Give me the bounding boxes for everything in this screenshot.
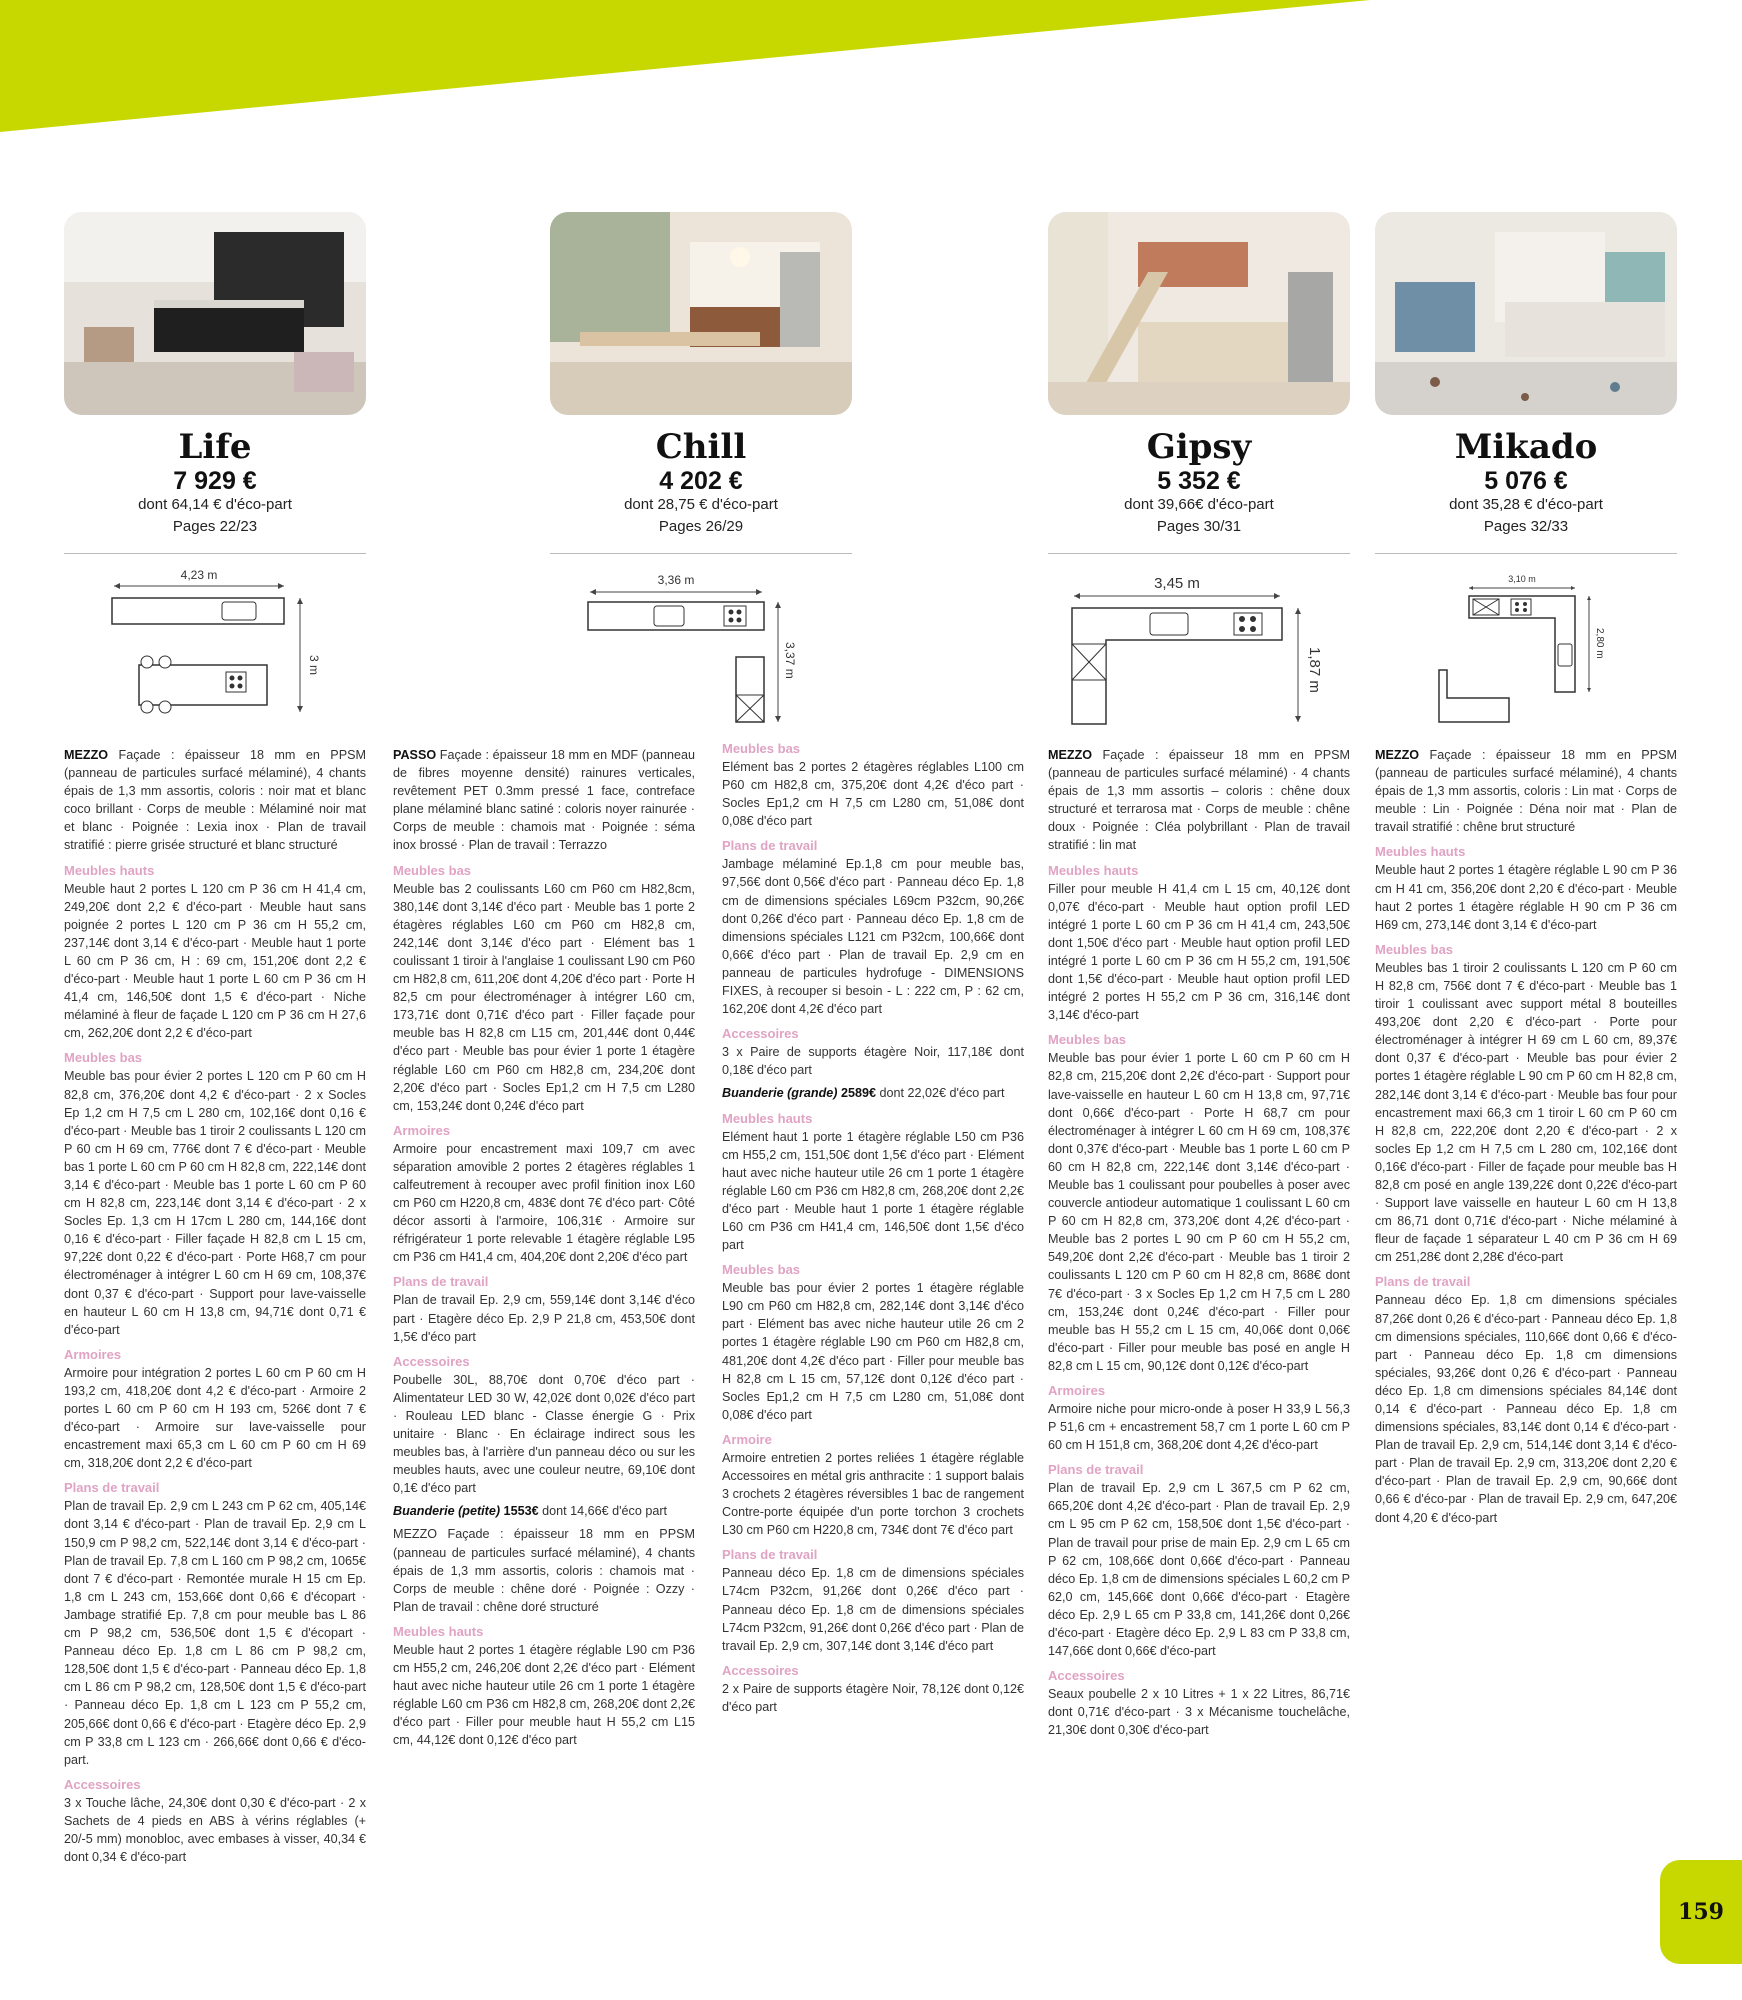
section-text: Elément haut 1 porte 1 étagère réglable L50 cm P36 cm H55,2 cm, 151,50€ dont 1,5€ d'éco part · Elément haut avec niche hauteur utile 26 cm 1 porte 1 étagère réglable L60 cm P36 cm H82,8 cm, 268,20€ dont 2,2€ d'éco part · Meuble haut 1 porte 1 étagère réglable L60 cm P36 cm H41,4 cm, 146,50€ dont 1,5€ d'éco part [722,1129,1024,1253]
intro-paragraph: MEZZO Façade : épaisseur 18 mm en PPSM (panneau de particules surfacé mélaminé), 4 chants épais de 1,3 mm assortis, coloris : chamois mat · Corps de meuble : chêne doré · Poignée : Ozzy · Plan de travail : chêne doré structuré [393,1527,695,1614]
kitchen-photo-mikado [1375,212,1677,415]
kitchen-price: 4 202 € [659,467,743,495]
section-text: Panneau déco Ep. 1,8 cm de dimensions spéciales L74cm P32cm, 91,26€ dont 0,26€ d'éco part · Panneau déco Ep. 1,8 cm de dimensions spéciales L74cm P32cm, 91,26€ dont 0,26€ d'éco part · Plan de travail Ep. 2,9 cm, 307,14€ dont 3,14€ d'éco part [722,1566,1024,1653]
section-heading: Plans de travail [1375,1274,1471,1290]
section-heading: Armoires [1048,1383,1106,1398]
kitchen-photo-chill [550,212,852,415]
section-text: Armoire entretien 2 portes reliées 1 étagère réglable Accessoires en métal gris anthracite : 1 support balais 3 crochets 2 étagères réversibles 1 bac de rangement Contre-porte équipée d'un porte torchon 3 crochets L30 cm P60 cm H220,8 cm, 734€ dont 7€ d'éco part [722,1450,1024,1538]
section-heading: Plans de travail [722,838,818,854]
section-heading: Armoires [393,1122,451,1138]
section-heading: Accessoires [722,1026,799,1042]
section-text: Seaux poubelle 2 x 10 Litres + 1 x 22 Litres, 86,71€ dont 0,71€ d'éco-part · 3 x Mécanisme touchelâche, 21,30€ dont 0,30€ d'éco-part [1048,1687,1350,1738]
kitchen-photo-gipsy [1048,212,1350,415]
section-text: 3 x Paire de supports étagère Noir, 117,18€ dont 0,18€ d'éco part [722,1045,1024,1078]
plan-depth-label: 3,37 m [783,642,797,679]
page-number: 159 [1660,1860,1742,1964]
floor-plan-life [64,562,366,752]
spec-column-gipsy [1048,746,1350,1745]
section-heading: Accessoires [64,1776,141,1792]
section-text: Meuble haut 2 portes 1 étagère réglable L 90 cm P 36 cm H 41 cm, 356,20€ dont 2,20 € d'éco-part · Meuble haut 2 portes 1 étagère réglable H 90 cm P 36 cm H69 cm, 273,14€ dont 3,14 € d'éco-part [1375,863,1677,932]
section-text: Meuble haut 2 portes 1 étagère réglable L90 cm P36 cm H55,2 cm, 246,20€ dont 2,2€ d'éco part · Elément haut avec niche hauteur utile 26 cm 1 porte 1 étagère réglable L60 cm P36 cm H82,8 cm, 268,20€ dont 2,2€ d'éco part · Filler pour meuble haut H 55,2 cm L15 cm, 44,12€ dont 0,12€ d'éco part [393,1642,695,1748]
section-text: Armoire pour encastrement maxi 109,7 cm avec séparation amovible 2 portes 2 étagères réglables 1 calfeutrement à recouper avec profil finition inox L60 cm P60 cm H220,8 cm, 483€ dont 7€ d'éco part· Côté décor assorti à l'armoire, 106,31€ · Armoire sur réfrigérateur 1 porte relevable 1 étagère réglable L95 cm P36 cm H41,4 cm, 404,20€ dont 2,20€ d'éco part [393,1141,695,1265]
section-heading: Meubles bas [722,1262,801,1278]
eco-part: dont 39,66€ d'éco-part [1124,496,1274,513]
section-text: Meuble bas 2 coulissants L60 cm P60 cm H82,8cm, 380,14€ dont 3,14€ d'éco part · Meuble bas 1 porte 2 étagères réglables L60 cm P60 cm H82,8 cm, 242,14€ dont 3,14€ d'éco part · Elément bas 1 coulissant 1 tiroir à l'anglaise 1 coulissant L90 cm P60 cm H82,8 cm, 611,20€ dont 4,20€ d'éco part · Porte H 82,5 cm pour électroménager à intégrer L60 cm, 173,71€ dont 0,71€ d'éco part · Filler façade pour meuble bas H 82,8 cm L15 cm, 201,44€ dont 0,44€ d'éco part · Meuble bas pour évier 1 porte 1 étagère réglable L60 cm P60 cm H82,8 cm, 234,20€ dont 2,20€ d'éco part · Socles Ep1,2 cm H 7,5 cm L280 cm, 153,24€ dont 0,24€ d'éco part [393,881,695,1113]
kitchen-price: 5 076 € [1484,467,1568,495]
section-text: Poubelle 30L, 88,70€ dont 0,70€ d'éco part · Alimentateur LED 30 W, 42,02€ dont 0,02€ d'éco part · Rouleau LED blanc - Classe énergie G · Prix unitaire · Blanc · En éclairage indirect sous les meubles bas, à l'arrière d'un panneau déco ou sur les meubles hauts, avec une couleur neutre, 69,10€ dont 0,1€ d'éco part [393,1372,695,1496]
subsection-title: Buanderie (grande) 2589€ dont 22,02€ d'éco part [722,1086,1005,1101]
catalog-pages: Pages 32/33 [1483,518,1569,535]
plan-width-label: 4,23 m [180,568,218,582]
kitchen-photo-life [64,212,366,415]
kitchen-name: Mikado [1454,427,1598,467]
kitchen-card-chill[interactable] [550,212,852,757]
floor-plan-gipsy [1048,562,1350,752]
section-heading: Meubles bas [1048,1032,1127,1048]
plan-depth-label: 2,80 m [1594,628,1605,659]
spec-column-chill-continued [722,740,1024,1721]
section-heading: Accessoires [393,1353,470,1369]
section-text: 3 x Touche lâche, 24,30€ dont 0,30 € d'éco-part · 2 x Sachets de 4 pieds en ABS à vérins réglables (+ 20/-5 mm) monobloc, avec embases à visser, 40,34 € dont 0,34 € d'éco-part [64,1795,366,1865]
plan-width-label: 3,10 m [1508,574,1536,584]
section-heading: Accessoires [1048,1668,1125,1684]
section-text: Meuble bas pour évier 2 portes 1 étagère réglable L90 cm P60 cm H82,8 cm, 282,14€ dont 3,14€ d'éco part · Elément bas avec niche hauteur utile 26 cm 2 portes 1 étagère réglable L90 cm P60 cm H82,8 cm, 481,20€ dont 4,2€ d'éco part · Filler pour meuble bas H 82,8 cm L 15 cm, 57,12€ dont 0,12€ d'éco part · Socles Ep1,2 cm H 7,5 cm L280 cm, 51,08€ dont 0,08€ d'éco part [722,1281,1024,1422]
section-heading: Armoire [722,1431,772,1447]
section-text: Armoire niche pour micro-onde à poser H 33,9 L 56,3 P 51,6 cm + encastrement 58,7 cm 1 porte L 60 cm P 60 cm H 151,8 cm, 368,20€ dont 4,2€ d'éco-part [1048,1402,1350,1453]
kitchen-card-mikado[interactable] [1375,212,1677,757]
section-heading: Accessoires [722,1662,799,1678]
section-heading: Meubles hauts [393,1623,484,1639]
floor-plan-chill [550,562,852,752]
section-heading: Plans de travail [722,1547,818,1563]
floor-plan-mikado [1375,562,1677,752]
section-heading: Armoires [64,1346,122,1362]
subsection-title: Buanderie (petite) 1553€ dont 14,66€ d'éco part [393,1504,668,1519]
divider [64,553,366,554]
kitchen-name: Life [178,427,252,467]
divider [1375,553,1677,554]
section-heading: Meubles bas [1375,941,1454,957]
section-heading: Meubles hauts [722,1110,813,1126]
eco-part: dont 35,28 € d'éco-part [1449,496,1603,513]
top-accent-banner [0,0,1742,140]
section-text: Armoire pour intégration 2 portes L 60 cm P 60 cm H 193,2 cm, 418,20€ dont 4,2 € d'éco-part · Armoire 2 portes L 60 cm P 60 cm H 193 cm, 526€ dont 7 € d'éco-part · Armoire sur lave-vaisselle pour encastrement maxi 65,3 cm L 60 cm P 60 cm H 69 cm, 318,20€ dont 2,2 € d'éco-part [64,1365,366,1471]
divider [1048,553,1350,554]
section-heading: Meubles hauts [1375,844,1466,860]
kitchen-name: Gipsy [1146,427,1252,467]
section-text: Plan de travail Ep. 2,9 cm, 559,14€ dont 3,14€ d'éco part · Etagère déco Ep. 2,9 P 21,8 cm, 453,50€ dont 1,5€ d'éco part [393,1293,695,1344]
spec-column-chill [393,746,695,1755]
catalog-pages: Pages 22/23 [172,518,258,535]
kitchen-price: 5 352 € [1157,467,1241,495]
section-text: Meuble haut 2 portes L 120 cm P 36 cm H 41,4 cm, 249,20€ dont 2,2 € d'éco-part · Meuble haut sans poignée 2 portes L 120 cm P 36 cm H 55,2 cm, 237,14€ dont 3,14 € d'éco-part · Meuble haut 1 porte L 60 cm P 36 cm, H : 69 cm, 151,20€ dont 2,2 € d'éco-part · Meuble haut 1 porte L 60 cm P 36 cm H 41,4 cm, 146,50€ dont 1,5 € d'éco-part · Niche mélaminé à fleur de façade L 120 cm P 36 cm H 27,6 cm, 262,20€ dont 2,2 € d'éco-part [64,881,366,1041]
section-heading: Meubles bas [64,1050,143,1066]
section-text: Filler pour meuble H 41,4 cm L 15 cm, 40,12€ dont 0,07€ d'éco-part · Meuble haut option profil LED intégré 1 porte L 60 cm P 36 cm H 41,4 cm, 243,50€ dont 1,50€ d'éco part · Meuble haut option profil LED intégré 1 porte L 60 cm P 36 cm H 55,2 cm, 191,50€ dont 1,5€ d'éco-part · Meuble haut option profil LED intégré 2 portes H 55,2 cm P 36 cm, 316,14€ dont 3,14€ d'éco-part [1048,881,1350,1023]
section-text: Meuble bas pour évier 1 porte L 60 cm P 60 cm H 82,8 cm, 215,20€ dont 2,2€ d'éco-part · Support pour lave-vaisselle en hauteur L 60 cm H 13,8 cm, 97,71€ dont 0,66€ d'éco-part · Porte H 68,7 cm pour électroménager à intégrer L 60 cm H 69 cm, 108,37€ dont 0,37€ d'éco-part · Meuble bas 1 porte L 60 cm P 60 cm H 82,8 cm, 222,14€ dont 3,14€ d'éco-part · Meuble bas 1 coulissant pour poubelles à poser avec couvercle antiodeur automatique 1 coulissant L 60 cm P 60 cm H 82,8 cm, 373,20€ dont 4,2€ d'éco-part · Meuble bas 2 portes L 90 cm P 60 cm H 55,2 cm, 549,20€ dont 2,2€ d'éco-part · Meuble bas 1 tiroir 2 coulissants L 120 cm P 60 cm H 82,8 cm, 868€ dont 7€ d'éco-part · 3 x Socles Ep 1,2 cm H 7,5 cm L 280 cm, 153,24€ dont 0,24€ d'éco-part · Filler pour meuble bas H 55,2 cm L 15 cm, 40,06€ dont 0,06€ d'éco-part · Filler pour meuble bas posé en angle H 82,8 cm L 15 cm, 90,12€ dont 0,12€ d'éco-part [1048,1051,1350,1373]
divider [550,553,852,554]
catalog-pages: Pages 30/31 [1156,518,1242,535]
kitchen-price: 7 929 € [173,467,257,495]
section-text: Plan de travail Ep. 2,9 cm L 367,5 cm P 62 cm, 665,20€ dont 4,2€ d'éco-part · Plan de travail Ep. 2,9 cm L 95 cm P 62 cm, 158,50€ dont 1,5€ d'éco-part · Plan de travail pour prise de main Ep. 2,9 cm L 65 cm P 62 cm, 108,66€ dont 0,66€ d'éco-part · Panneau déco Ep. 1,8 cm de dimensions spéciales L 60,2 cm P 62,0 cm, 145,66€ dont 0,66€ d'éco-part · Etagère déco Ep. 2,9 L 65 cm P 33,8 cm, 141,26€ dont 0,26€ d'éco-part · Etagère déco Ep. 2,9 L 83 cm P 33,8 cm, 147,66€ dont 0,66€ d'éco-part [1048,1481,1350,1659]
section-text: Jambage mélaminé Ep.1,8 cm pour meuble bas, 97,56€ dont 0,56€ d'éco part · Panneau déco Ep. 1,8 cm de dimensions spéciales L69cm P32cm, 90,26€ dont 0,26€ d'éco part · Panneau déco Ep. 1,8 cm de dimensions spéciales L121 cm P32cm, 100,66€ dont 0,66€ d'éco part · Plan de travail Ep. 2,9 cm en panneau de particules hydrofuge - DIMENSIONS FIXES, à recouper si besoin - L : 222 cm, P : 62 cm, 162,20€ dont 4,2€ d'éco part [722,857,1024,1017]
kitchen-card-gipsy[interactable] [1048,212,1350,757]
plan-depth-label: 3 m [307,655,321,676]
plan-width-label: 3,36 m [657,573,695,587]
section-text: Elément bas 2 portes 2 étagères réglables L100 cm P60 cm H82,8 cm, 375,20€ dont 4,2€ d'éco part · Socles Ep1,2 cm H 7,5 cm L280 cm, 51,08€ dont 0,08€ d'éco part [722,760,1024,829]
section-text: Panneau déco Ep. 1,8 cm dimensions spéciales 87,26€ dont 0,26 € d'éco-part · Panneau déco Ep. 1,8 cm dimensions spéciales, 110,66€ dont 0,66 € d'éco-part · Panneau déco Ep. 1,8 cm dimensions spéciales, 93,26€ dont 0,26 € d'éco-part · Panneau déco Ep. 1,8 cm dimensions spéciales 84,14€ dont 0,14 € d'éco-part · Panneau déco Ep. 1,8 cm dimensions spéciales, 83,14€ dont 0,14 € d'éco-part · Plan de travail Ep. 2,9 cm, 514,14€ dont 3,14 € d'éco-part · Plan de travail Ep. 2,9 cm, 313,20€ dont 2,20 € d'éco-part · Plan de travail Ep. 2,9 cm, 90,66€ dont 0,66 € d'éco-par · Plan de travail Ep. 2,9 cm, 647,20€ dont 4,20 € d'éco-part [1375,1293,1677,1525]
section-heading: Plans de travail [393,1274,489,1290]
intro-paragraph: PASSO Façade : épaisseur 18 mm en MDF (panneau de fibres moyenne densité) rainures verticales, revêtement PET 0.3mm pressé 1 face, contreface plane mélaminé blanc satiné : coloris noyer rainurée · Corps de meuble : chamois mat · Poignée : séma inox brossé · Plan de travail : Terrazzo [393,748,695,853]
kitchen-name: Chill [655,427,747,467]
eco-part: dont 64,14 € d'éco-part [138,496,292,513]
kitchen-card-life[interactable] [64,212,366,757]
section-text: Meubles bas 1 tiroir 2 coulissants L 120 cm P 60 cm H 82,8 cm, 756€ dont 7 € d'éco-part · Meuble bas 1 tiroir 1 coulissant avec support métal 8 bouteilles 493,20€ dont 2,20 € d'éco-part · Porte pour électroménager à intégrer H 69 cm L 60 cm, 89,37€ dont 0,37 € d'éco-part · Meuble bas pour évier 2 portes 1 étagère réglable L 90 cm P 60 cm H 82,8 cm, 282,14€ dont 3,14 € d'éco-part · Meuble bas four pour encastrement maxi 66,3 cm 1 tiroir L 60 cm P 60 cm H 82,8 cm, 222,20€ dont 2,20 € d'éco-part · 2 x socles Ep 1,2 cm H 7,5 cm L 280 cm, 102,16€ dont 0,16€ d'éco-part · Filler de façade pour meuble bas H 82,8 cm posé en angle 139,22€ dont 0,22€ d'éco-part · Support lave vaisselle en hauteur L 60 cm H 13,8 cm 86,71 dont 0,71€ d'éco-part · Niche mélaminé à fleur de façade 1 séparateur L 40 cm P 36 cm H 69 cm 251,28€ dont 2,28€ d'éco-part [1375,960,1677,1265]
intro-paragraph: MEZZO Façade : épaisseur 18 mm en PPSM (panneau de particules surfacé mélaminé), 4 chants épais de 1,3 mm assortis, coloris : noir mat et blanc coco brillant · Corps de meuble : Mélaminé noir mat et blanc · Poignée : Lexia inox · Plan de travail stratifié : pierre grisée structuré et blanc structuré [64,748,366,853]
section-heading: Meubles bas [722,741,801,756]
section-text: 2 x Paire de supports étagère Noir, 78,12€ dont 0,12€ d'éco part [722,1681,1024,1714]
intro-paragraph: MEZZO Façade : épaisseur 18 mm en PPSM (panneau de particules surfacé mélaminé) · 4 chants épais de 1,3 mm assortis – coloris : chêne doux structuré et terrarosa mat · Corps de meuble : chêne doux · Poignée : Cléa polybrillant · Plan de travail stratifié : lin mat [1048,748,1350,853]
spec-column-life [64,746,366,1871]
section-heading: Plans de travail [1048,1462,1144,1478]
section-heading: Meubles bas [393,862,472,878]
catalog-pages: Pages 26/29 [658,518,744,535]
section-heading: Meubles hauts [1048,862,1139,878]
intro-paragraph: MEZZO Façade : épaisseur 18 mm en PPSM (panneau de particules surfacé mélaminé), 4 chants épais de 1,3 mm assortis, coloris : Lin mat · Corps de meuble : Lin · Poignée : Déna noir mat · Plan de travail stratifié : chêne brut structuré [1375,748,1677,835]
section-heading: Plans de travail [64,1480,160,1496]
section-text: Plan de travail Ep. 2,9 cm L 243 cm P 62 cm, 405,14€ dont 3,14 € d'éco-part · Plan de travail Ep. 2,9 cm L 150,9 cm P 98,2 cm, 522,14€ dont 3,14 € d'éco-part · Plan de travail Ep. 7,8 cm L 160 cm P 98,2 cm, 1065€ dont 7 € d'éco-part · Remontée murale H 15 cm Ep. 1,8 cm L 243 cm, 153,66€ dont 0,66 € d'écopart · Jambage stratifié Ep. 7,8 cm pour meuble bas L 86 cm P 98,2 cm, 536,50€ dont 1,5 € d'écopart · Panneau déco Ep. 1,8 cm L 86 cm P 98,2 cm, 128,50€ dont 1,5 € d'éco-part · Panneau déco Ep. 1,8 cm L 86 cm P 98,2 cm, 128,50€ dont 1,5 € d'éco-part · Panneau déco Ep. 1,8 cm L 123 cm P 55,2 cm, 205,66€ dont 0,66 € d'éco-part · Etagère déco Ep. 2,9 cm P 33,8 cm L 123 cm · 266,66€ dont 0,66 € d'éco-part. [64,1499,366,1767]
section-text: Meuble bas pour évier 2 portes L 120 cm P 60 cm H 82,8 cm, 376,20€ dont 4,2 € d'éco-part · 2 x Socles Ep 1,2 cm H 7,5 cm L 280 cm, 102,16€ dont 0,16 € d'éco-part · Meuble bas 1 tiroir 2 coulissants L 120 cm P 60 cm H 69 cm, 776€ dont 7 € d'éco-part · Meuble bas 1 porte L 60 cm P 60 cm H 82,8 cm, 222,14€ dont 3,14 € d'éco-part · Meuble bas 1 porte L 60 cm P 60 cm H 82,8 cm, 223,14€ dont 3,14 € d'éco-part · 2 x Socles Ep. 1,3 cm H 17cm L 280 cm, 144,16€ dont 0,16 € d'éco-part · Filler façade H 82,8 cm L 15 cm, 97,22€ dont 0,22 € d'éco-part · Porte H68,7 cm pour électroménager à intégrer L 60 cm H 69 cm, 108,37€ dont 0,37 € d'éco-part · Support pour lave-vaisselle en hauteur L 60 cm H 13,8 cm, 94,71€ dont 0,71 € d'éco-part [64,1069,366,1337]
plan-width-label: 3,45 m [1154,575,1200,592]
section-heading: Meubles hauts [64,862,155,878]
plan-depth-label: 1,87 m [1306,647,1323,693]
eco-part: dont 28,75 € d'éco-part [624,496,778,513]
spec-column-mikado [1375,746,1677,1532]
